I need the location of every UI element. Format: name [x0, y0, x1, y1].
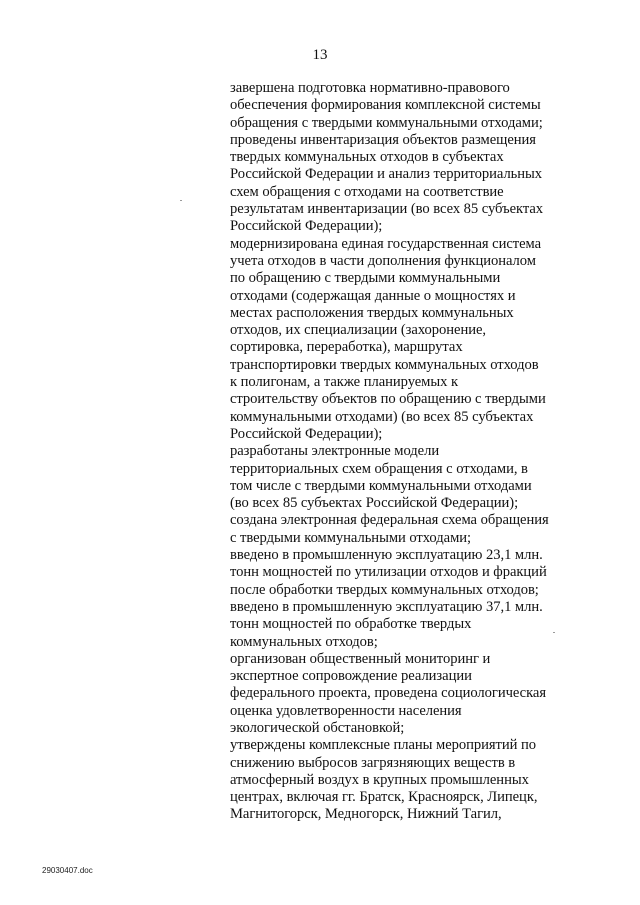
text-line: обращения с твердыми коммунальными отходами; [230, 114, 543, 131]
text-line: атмосферный воздух в крупных промышленных [230, 771, 529, 788]
text-line: том числе с твердыми коммунальными отходами [230, 477, 532, 494]
text-line: транспортировки твердых коммунальных отходов [230, 356, 539, 373]
text-line: территориальных схем обращения с отходами, в [230, 460, 528, 477]
text-line: тонн мощностей по утилизации отходов и фракций [230, 564, 547, 581]
text-line: создана электронная федеральная схема обращения [230, 512, 549, 529]
text-line: Российской Федерации и анализ территориальных [230, 166, 543, 183]
text-line: к полигонам, а также планируемых к [230, 374, 459, 391]
text-line: после обработки твердых коммунальных отходов; [230, 581, 539, 598]
text-line: центрах, включая гг. Братск, Красноярск, Липецк, [230, 789, 538, 806]
text-line: твердых коммунальных отходов в субъектах [230, 149, 504, 166]
text-line: организован общественный мониторинг и [230, 650, 491, 667]
text-line: разработаны электронные модели [230, 443, 440, 460]
text-line: коммунальными отходами) (во всех 85 субъектах [230, 408, 534, 425]
page-number: 13 [312, 47, 328, 63]
text-line: введено в промышленную эксплуатацию 23,1 млн. [230, 547, 543, 564]
text-line: Российской Федерации); [230, 425, 383, 442]
text-line: утверждены комплексные планы мероприятий по [230, 737, 536, 754]
text-line: результатам инвентаризации (во всех 85 субъектах [230, 201, 544, 218]
text-line: Магнитогорск, Медногорск, Нижний Тагил, [230, 806, 502, 823]
document-body-text [230, 80, 610, 824]
text-line: введено в промышленную эксплуатацию 37,1 млн. [230, 598, 543, 615]
text-line: модернизирована единая государственная система [230, 235, 542, 252]
scan-speck [553, 632, 555, 633]
text-line: проведены инвентаризация объектов размещения [230, 131, 536, 148]
text-line: отходов, их специализации (захоронение, [230, 322, 486, 339]
text-line: снижению выбросов загрязняющих веществ в [230, 754, 516, 771]
text-line: (во всех 85 субъектах Российской Федерации); [230, 495, 519, 512]
footer-filename: 29030407.doc [42, 866, 93, 875]
text-line: обеспечения формирования комплексной системы [230, 97, 541, 114]
text-line: строительству объектов по обращению с твердыми [230, 391, 546, 408]
text-line: местах расположения твердых коммунальных [230, 304, 514, 321]
text-line: с твердыми коммунальными отходами; [230, 529, 472, 546]
text-line: экспертное сопровождение реализации [230, 668, 472, 685]
text-line: сортировка, переработка), маршрутах [230, 339, 463, 356]
text-line: по обращению с твердыми коммунальными [230, 270, 501, 287]
text-line: коммунальных отходов; [230, 633, 378, 650]
text-line: Российской Федерации); [230, 218, 383, 235]
text-line: завершена подготовка нормативно-правового [230, 80, 510, 96]
scan-speck [180, 200, 182, 201]
text-line: федерального проекта, проведена социологическая [230, 685, 547, 702]
text-line: отходами (содержащая данные о мощностях и [230, 287, 516, 304]
text-line: оценка удовлетворенности населения [230, 702, 462, 719]
text-line: экологической обстановкой; [230, 719, 405, 736]
text-line: учета отходов в части дополнения функционалом [230, 252, 536, 269]
text-line: схем обращения с отходами на соответствие [230, 183, 504, 200]
text-line: тонн мощностей по обработке твердых [230, 616, 472, 633]
